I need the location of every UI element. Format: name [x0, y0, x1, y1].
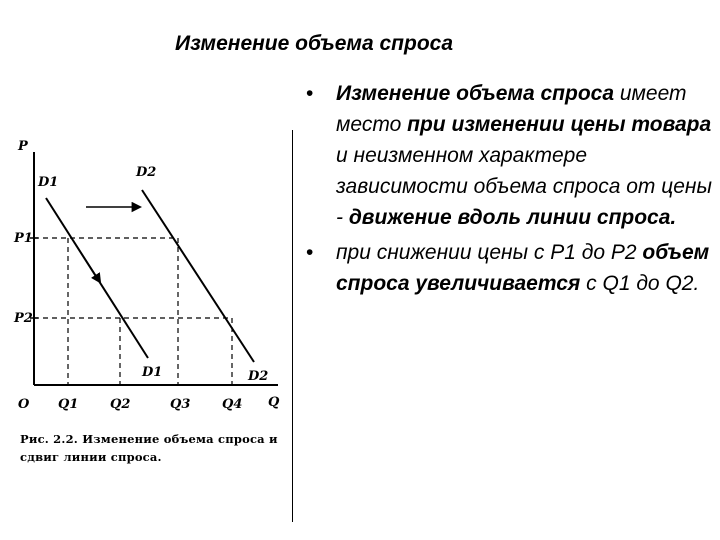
p-axis-label: P — [18, 139, 28, 154]
column-divider — [292, 130, 293, 522]
bullet-2-part-2: объем спроса увеличивается — [336, 241, 710, 295]
d2-top-label: D2 — [136, 165, 157, 180]
bullet-1-part-5: движение вдоль линии спроса. — [348, 206, 677, 229]
q1-label: Q1 — [58, 397, 79, 412]
p1-label: P1 — [14, 231, 33, 246]
d1-bottom-label: D1 — [142, 365, 163, 380]
bullet-item-1 — [298, 78, 716, 233]
bullet-marker: • — [306, 241, 314, 264]
q2-label: Q2 — [110, 397, 131, 412]
p2-label: P2 — [14, 311, 33, 326]
q-axis-label: Q — [268, 395, 280, 410]
slide-title: Изменение объема спроса — [175, 32, 454, 55]
q3-label: Q3 — [170, 397, 191, 412]
bullet-marker: • — [306, 82, 314, 105]
d2-bottom-label: D2 — [248, 369, 269, 384]
demand-curve-d2 — [142, 190, 254, 362]
bullet-1-term: Изменение объема спроса — [336, 82, 615, 105]
figure-caption: Рис. 2.2. Изменение объема спроса и сдвиг линии спроса. — [20, 432, 278, 464]
d1-movement-arrow — [74, 242, 100, 282]
bullet-2-part-3: с Q1 до Q2. — [580, 272, 700, 295]
origin-label: O — [18, 397, 30, 412]
bullet-1-part-2: имеет место — [336, 82, 687, 136]
q4-label: Q4 — [222, 397, 243, 412]
d1-top-label: D1 — [38, 175, 59, 190]
demand-graph — [0, 110, 290, 430]
bullet-item-2 — [298, 237, 716, 299]
bullet-1-part-4: и неизменном характере зависимости объема спроса от цены - — [336, 144, 712, 229]
bullet-text-2 — [336, 237, 716, 299]
bullet-text-1 — [336, 78, 716, 233]
bullet-2-part-1: при снижении цены с Р1 до Р2 — [336, 241, 643, 264]
bullet-list — [298, 78, 716, 299]
bullet-1-part-3: при изменении цены товара — [407, 113, 712, 136]
